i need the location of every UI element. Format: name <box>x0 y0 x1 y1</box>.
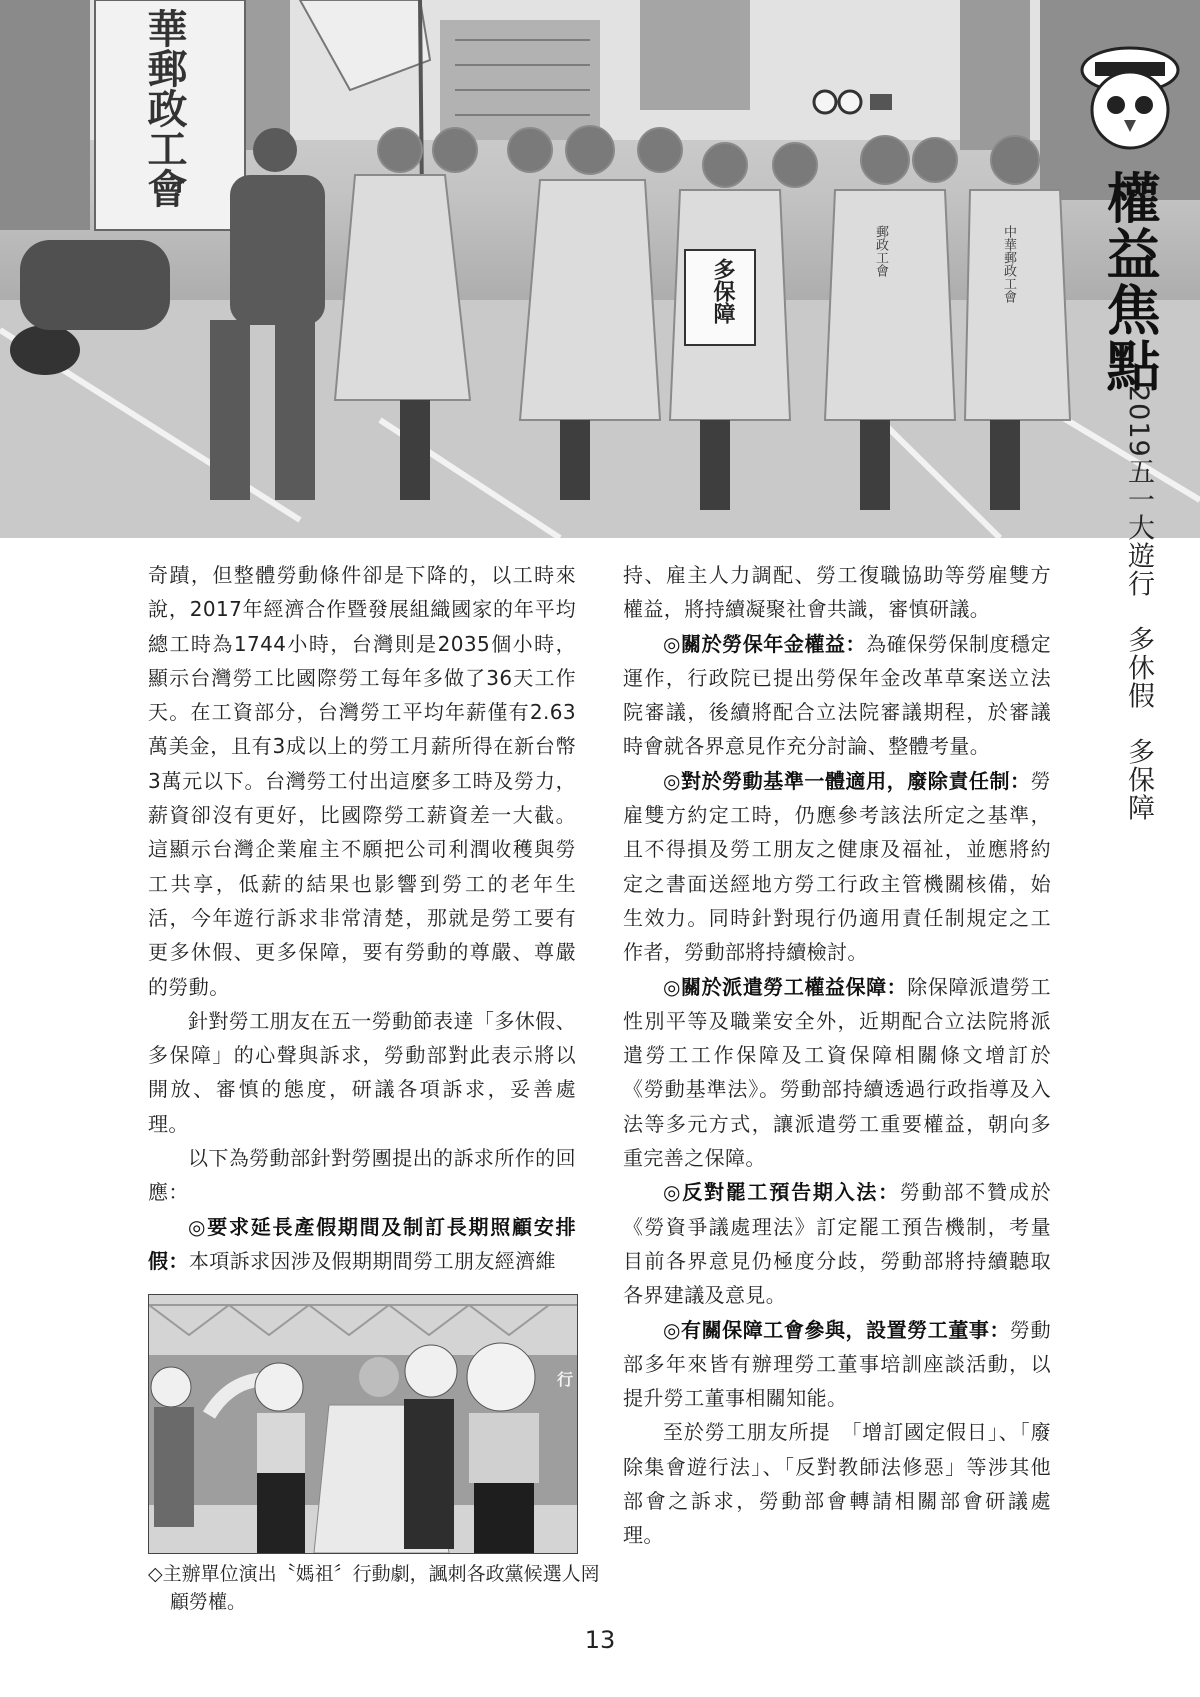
item-heading-labor-standards: ◎對於勞動基準一體適用，廢除責任制： <box>663 768 1031 793</box>
item-body-maternity-leave: 本項訴求因涉及假期期間勞工朋友經濟維 <box>188 1248 557 1273</box>
left-paragraph-3: 以下為勞動部針對勞團提出的訴求所作的回應： <box>148 1146 576 1205</box>
left-paragraph-1: 奇蹟，但整體勞動條件卻是下降的，以工時來說，2017年經濟合作暨發展組織國家的年平均總工時為1744小時，台灣則是2035個小時，顯示台灣勞工比國際勞工每年多做了36天工作天。在工資部分，台灣勞工平均年薪僅有2.63萬美金，且有3成以上的勞工月薪所得在新台幣3萬元以下。台灣勞工付出這麼多工時及勞力，薪資卻沒有更好，比國際勞工薪資差一大截。這顯示台灣企業雇主不願把公司利潤收穫與勞工共享，低薪的結果也影響到勞工的老年生活，今年遊行訴求非常清楚，那就是勞工要有更多休假、更多保障，要有勞動的尊嚴、尊嚴的勞動。 <box>148 563 576 999</box>
section-title: 權益焦點 <box>1098 170 1162 394</box>
right-paragraph-5 <box>623 1175 1051 1312</box>
item-body-labor-standards: 勞雇雙方約定工時，仍應參考該法所定之基準，且不得損及勞工朋友之健康及福祉，並應將約定之書面送經地方勞工行政主管機關核備，始生效力。同時針對現行仍適用責任制規定之工作者，勞動部將持續檢討。 <box>623 768 1051 965</box>
vest-text-2: 中華郵政工會 <box>1001 225 1016 303</box>
bottom-photo-performance <box>148 1294 578 1554</box>
right-paragraph-3 <box>623 764 1051 970</box>
banner-text: 華郵政工會 <box>141 8 188 208</box>
right-paragraph-1: 持、雇主人力調配、勞工復職協助等勞雇雙方權益，將持續凝聚社會共識，審慎研議。 <box>623 563 1051 622</box>
right-paragraph-6 <box>623 1313 1051 1416</box>
item-heading-strike-notice: ◎反對罷工預告期入法： <box>663 1180 900 1205</box>
top-photo-parade <box>0 0 1200 538</box>
left-column <box>148 558 576 1278</box>
placard-text: 多保障 <box>710 258 735 324</box>
item-heading-pension: ◎關於勞保年金權益： <box>663 631 867 656</box>
item-body-strike-notice: 勞動部不贊成於《勞資爭議處理法》訂定罷工預告機制，考量目前各界意見仍極度分歧，勞動部將持續聽取各界建議及意見。 <box>623 1180 1051 1308</box>
left-paragraph-4 <box>148 1210 576 1279</box>
item-heading-dispatch-workers: ◎關於派遣勞工權益保障： <box>663 974 908 999</box>
right-column <box>623 558 1051 1553</box>
right-paragraph-2 <box>623 627 1051 764</box>
item-heading-labor-directors: ◎有關保障工會參與，設置勞工董事： <box>663 1317 1011 1342</box>
performance-photo-graphic <box>149 1295 577 1553</box>
article-subtitle: 2019五一大遊行 多休假 多保障 <box>1123 385 1154 822</box>
item-heading-maternity-leave: ◎要求延長產假期間及制訂長期照顧安排假： <box>148 1214 576 1273</box>
page-number: 13 <box>584 1626 616 1654</box>
item-body-dispatch-workers: 除保障派遣勞工性別平等及職業安全外，近期配合立法院將派遣勞工工作保障及工資保障相關條文增訂於《勞動基準法》。勞動部持續透過行政指導及入法等多元方式，讓派遣勞工重要權益，朝向多重完善之保障。 <box>623 974 1051 1171</box>
vest-text-1: 郵政工會 <box>873 225 888 277</box>
right-paragraph-7: 至於勞工朋友所提 「增訂國定假日」、「廢除集會遊行法」、「反對教師法修惡」等涉其他部會之訴求，勞動部會轉請相關部會研議處理。 <box>623 1420 1051 1548</box>
item-body-labor-directors: 勞動部多年來皆有辦理勞工董事培訓座談活動，以提升勞工董事相關知能。 <box>623 1317 1051 1411</box>
left-paragraph-2: 針對勞工朋友在五一勞動節表達「多休假、多保障」的心聲與訴求，勞動部對此表示將以開放、審慎的態度，研議各項訴求，妥善處理。 <box>148 1008 576 1136</box>
photo-caption: ◇主辦單位演出〝媽祖〞行動劇，諷刺各政黨候選人罔顧勞權。 <box>148 1563 600 1613</box>
item-body-pension: 為確保勞保制度穩定運作，行政院已提出勞保年金改革草案送立法院審議，後續將配合立法院審議期程，於審議時會就各界意見作充分討論、整體考量。 <box>623 631 1051 759</box>
right-paragraph-4 <box>623 970 1051 1176</box>
backdrop-text: 行 <box>557 1370 574 1389</box>
